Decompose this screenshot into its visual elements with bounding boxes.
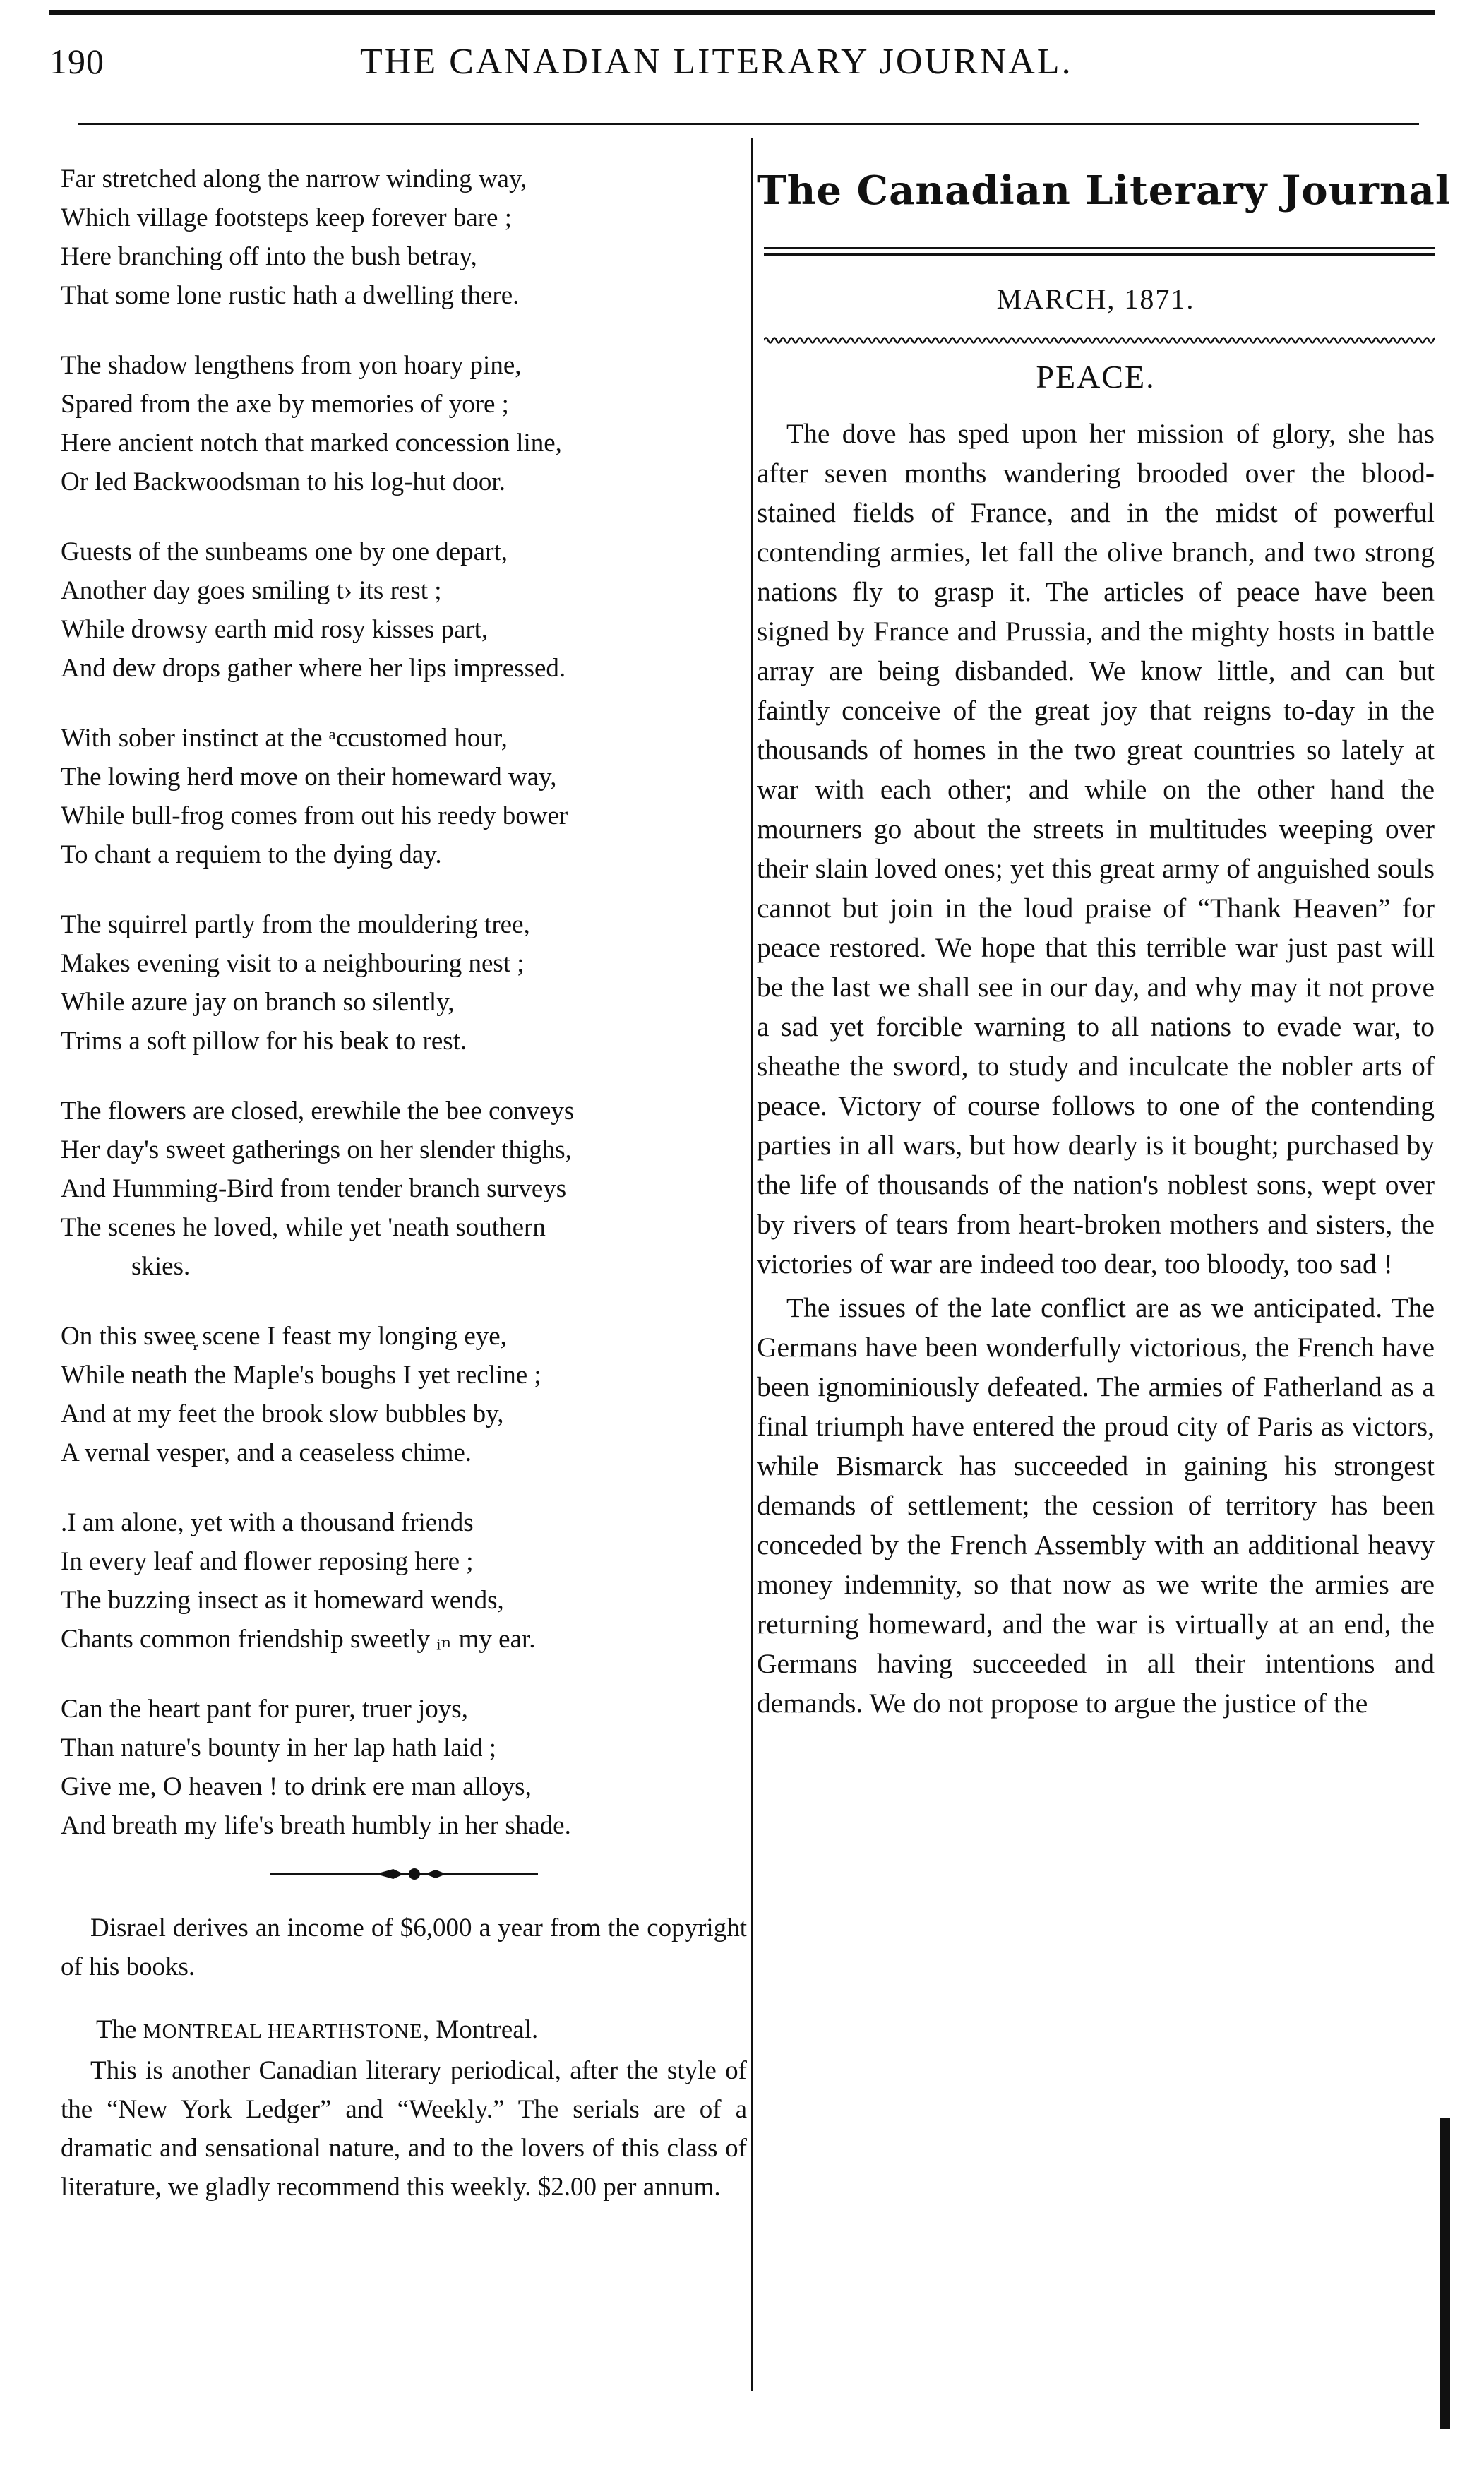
poem-line: That some lone rustic hath a dwelling there.: [61, 281, 520, 310]
right-column: [757, 160, 1452, 2461]
poem-line: The shadow lengthens from yon hoary pine,: [61, 351, 522, 380]
poem-line: In every leaf and flower reposing here ;: [61, 1547, 474, 1576]
poem-stanza: [61, 905, 747, 1061]
poem-line: The squirrel partly from the mouldering tree,: [61, 910, 530, 939]
top-border-rule: [49, 10, 1435, 15]
hearthstone-notice-body: This is another Canadian literary periodical, after the style of the “New York Ledger” and “Weekly.” The serials are of a dramatic and sensational nature, and to the lovers of this class of literature, we gladly recommend this weekly. $2.00 per annum.: [61, 2056, 747, 2202]
poem-line: And breath my life's breath humbly in her shade.: [61, 1811, 571, 1840]
poem-line: To chant a requiem to the dying day.: [61, 840, 442, 869]
column-divider: [751, 138, 753, 2391]
poem-line: The lowing herd move on their homeward way,: [61, 763, 557, 792]
poem-line: Here branching off into the bush betray,: [61, 242, 477, 271]
poem-line: Makes evening visit to a neighbouring nest ;: [61, 949, 525, 978]
poem-stanza: [61, 532, 747, 688]
poem-stanza: [61, 1503, 747, 1659]
poem-line: The scenes he loved, while yet 'neath southern: [61, 1213, 546, 1242]
poem-line: skies.: [131, 1252, 191, 1281]
header-rule: [78, 123, 1419, 125]
poem-line: Than nature's bounty in her lap hath laid ;: [61, 1733, 497, 1762]
poem-line: Which village footsteps keep forever bare ;: [61, 203, 513, 232]
poem-line: On this swee᷊ scene I feast my longing eye,: [61, 1322, 507, 1351]
article-paragraph-1: The dove has sped upon her mission of glory, she has after seven months wandering brooded over the blood-stained fields of France, and in the midst of powerful contending armies, let fall the olive branch, and two strong nations fly to grasp it. The articles of peace have been signed by France and Prussia, and the mighty hosts in battle array are being disbanded. We know little, and can but faintly conceive of the great joy that reigns to-day in the thousands of homes in the two great countries so lately at war with each other; and while on the other hand the mourners go about the streets in multitudes weeping over their slain loved ones; yet this great army of anguished souls cannot but join in the loud praise of “Thank Heaven” for peace restored. We hope that this terrible war just past will be the last we shall see in our day, and why may it not prove a sad yet forcible warning to all nations to evade war, to sheathe the sword, to study and inculcate the nobler arts of peace. Victory of course follows to one of the contending parties in all wars, but how dearly is it bought; purchased by the life of thousands of the nation's noblest sons, wept over by rivers of tears from heart-broken mothers and sisters, the victories of war are indeed too dear, too bloody, too sad !: [757, 418, 1435, 1279]
poem-line: Guests of the sunbeams one by one depart,: [61, 537, 508, 566]
poem-line: Can the heart pant for purer, truer joys,: [61, 1695, 468, 1724]
poem-line: While drowsy earth mid rosy kisses part,: [61, 615, 489, 644]
masthead-title: The Canadian Literary Journal: [757, 167, 1452, 214]
poem-line: Chants common friendship sweetly ᵢₙ my ear.: [61, 1625, 536, 1654]
running-head-title: THE CANADIAN LITERARY JOURNAL.: [360, 42, 1073, 82]
poem-line: Here ancient notch that marked concession line,: [61, 429, 562, 458]
poem-line: The buzzing insect as it homeward wends,: [61, 1586, 504, 1615]
ornament-divider: [270, 1863, 538, 1885]
poem-line: Spared from the axe by memories of yore ;: [61, 390, 509, 419]
article-body: [757, 414, 1435, 1723]
poem-line: While neath the Maple's boughs I yet recline ;: [61, 1361, 541, 1390]
poem-line: With sober instinct at the ᵃccustomed hour,: [61, 724, 508, 753]
poem-line: And at my feet the brook slow bubbles by,: [61, 1399, 504, 1428]
poem-stanza: [61, 1092, 747, 1286]
poem-line: The flowers are closed, erewhile the bee conveys: [61, 1097, 575, 1126]
poem-line: Give me, O heaven ! to drink ere man alloys,: [61, 1772, 532, 1801]
poem-line: Another day goes smiling t› its rest ;: [61, 576, 442, 605]
running-head: [49, 41, 1435, 90]
disraeli-note: Disrael derives an income of $6,000 a year from the copyright of his books.: [61, 1914, 747, 1981]
poem-stanza: [61, 1690, 747, 1845]
poem-line: While azure jay on branch so silently,: [61, 988, 455, 1017]
masthead-double-rule: [764, 247, 1435, 256]
poem-stanza: [61, 1317, 747, 1472]
issue-date: MARCH, 1871.: [996, 283, 1195, 315]
poem-line: Far stretched along the narrow winding way,: [61, 165, 527, 193]
poem-line: Her day's sweet gatherings on her slender thighs,: [61, 1135, 572, 1164]
poem-line: A vernal vesper, and a ceaseless chime.: [61, 1438, 472, 1467]
article-title: PEACE.: [1036, 359, 1156, 395]
poem-stanza: [61, 160, 747, 315]
poem-line: While bull-frog comes from out his reedy bower: [61, 801, 568, 830]
poem-line: .I am alone, yet with a thousand friends: [61, 1508, 474, 1537]
poem-stanza: [61, 719, 747, 874]
poem-line: Or led Backwoodsman to his log-hut door.: [61, 467, 505, 496]
left-column: [61, 160, 747, 2370]
poem-stanza: [61, 346, 747, 501]
page-number: 190: [49, 42, 104, 81]
article-paragraph-2: The issues of the late conflict are as we anticipated. The Germans have been wonderfully victorious, the French have been ignominiously defeated. The armies of Fatherland as a final triumph have entered the proud city of Paris as victors, while Bismarck has succeeded in gaining his strongest demands of settlement; the cession of territory has been conceded by the French Assembly with an additional heavy money indemnity, so that now as we write the armies are returning homeward, and the war is virtually at an end, the Germans having succeeded in all their intentions and demands. We do not propose to argue the justice of the: [757, 1292, 1435, 1719]
poem-line: Trims a soft pillow for his beak to rest.: [61, 1027, 467, 1056]
wavy-rule: [764, 333, 1435, 347]
poem-line: And Humming-Bird from tender branch surveys: [61, 1174, 567, 1203]
poem-line: And dew drops gather where her lips impressed.: [61, 654, 566, 683]
poem: [61, 160, 747, 1845]
hearthstone-notice-title: The MONTREAL HEARTHSTONE, Montreal.: [96, 2015, 539, 2044]
page-edge-bar: [1440, 2118, 1450, 2429]
